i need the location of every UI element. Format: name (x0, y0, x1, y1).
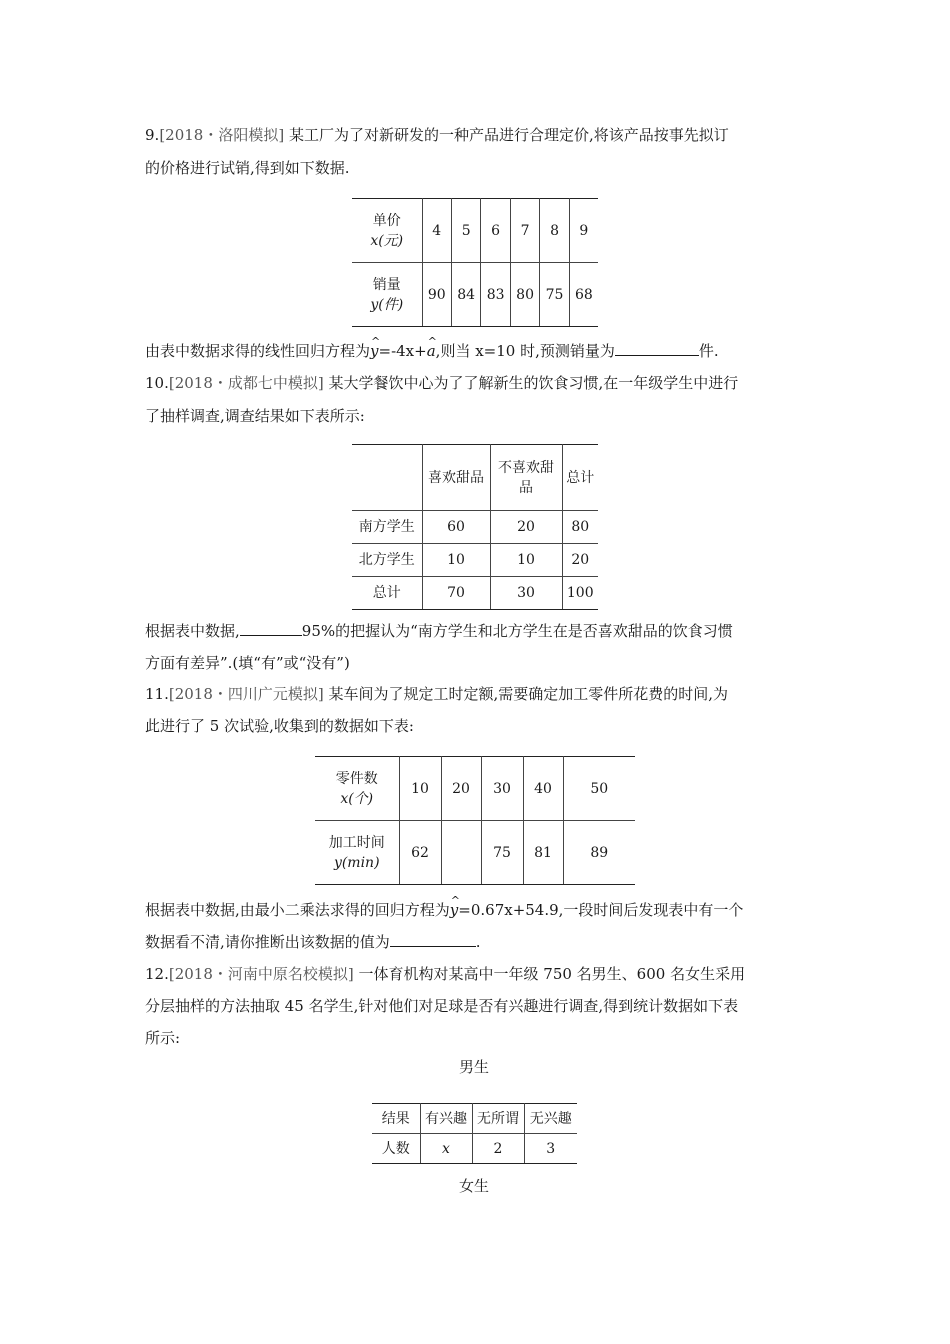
q12-line-2: 分层抽样的方法抽取 45 名学生,针对他们对足球是否有兴趣进行调查,得到统计数据如下表 (145, 997, 739, 1015)
q11-table-row-time (315, 821, 635, 885)
q12-caption-male: 男生 (459, 1058, 490, 1076)
q9-row-header-price: 单价 x(元) (352, 199, 422, 263)
table-cell: 北方学生 (352, 544, 422, 577)
table-row (352, 577, 598, 610)
q11-line-2: 此进行了 5 次试验,收集到的数据如下表: (145, 717, 414, 735)
table-cell: 无所谓 (472, 1104, 524, 1134)
table-cell: 总计 (352, 577, 422, 610)
q9-table (352, 198, 598, 327)
q9-answer-blank (615, 341, 699, 356)
table-cell: 68 (569, 263, 598, 327)
table-cell: 南方学生 (352, 511, 422, 544)
table-cell: 10 (490, 544, 562, 577)
y-hat-symbol: ^ y (370, 340, 378, 362)
q12-text-1: 一体育机构对某高中一年级 750 名男生、600 名女生采用 (353, 965, 746, 983)
q9-table-row-sales (352, 263, 598, 327)
q11-number: 11. (145, 685, 169, 703)
q11-line-1 (145, 683, 728, 705)
q10-answer-line-2: 方面有差异”.(填“有”或“没有”) (145, 654, 350, 672)
table-cell: 81 (523, 821, 563, 885)
table-cell: x (420, 1134, 472, 1164)
q10-table (352, 444, 598, 610)
table-row (352, 544, 598, 577)
q12-line-3: 所示: (145, 1029, 181, 1047)
q10-header-like: 喜欢甜品 (422, 445, 490, 511)
table-cell: 10 (399, 757, 441, 821)
q11-table-row-parts (315, 757, 635, 821)
table-cell: 20 (441, 757, 481, 821)
table-cell: 9 (569, 199, 598, 263)
table-cell: 80 (510, 263, 539, 327)
table-cell: 2 (472, 1134, 524, 1164)
q11-source: [2018・四川广元模拟] (168, 685, 324, 703)
q10-table-header (352, 445, 598, 511)
table-cell-missing (441, 821, 481, 885)
q9-line-1 (145, 124, 729, 146)
q10-line-2: 了抽样调查,调查结果如下表所示: (145, 407, 365, 425)
table-cell: 人数 (372, 1134, 420, 1164)
q10-answer-blank (240, 621, 302, 636)
table-cell: 6 (481, 199, 510, 263)
q9-table-row-price (352, 199, 598, 263)
q10-answer-line-1: 根据表中数据, 95%的把握认为“南方学生和北方学生在是否喜欢甜品的饮食习惯 (145, 622, 733, 640)
table-cell: 75 (540, 263, 569, 327)
table-cell: 84 (451, 263, 480, 327)
q10-header-total: 总计 (562, 445, 598, 511)
table-cell: 90 (422, 263, 451, 327)
a-hat-symbol: ^ a (427, 340, 436, 362)
table-cell: 20 (562, 544, 598, 577)
q10-header-dislike: 不喜欢甜 品 (490, 445, 562, 511)
table-cell: 60 (422, 511, 490, 544)
q9-number: 9. (145, 126, 160, 144)
q12-number: 12. (145, 965, 169, 983)
table-cell: 89 (563, 821, 635, 885)
table-cell: 3 (524, 1134, 577, 1164)
q11-table (315, 756, 635, 885)
table-cell: 30 (481, 757, 523, 821)
q12-table (372, 1103, 577, 1164)
table-cell: 5 (451, 199, 480, 263)
table-cell: 75 (481, 821, 523, 885)
table-cell: 结果 (372, 1104, 420, 1134)
q11-answer-blank (390, 932, 476, 947)
table-cell: 62 (399, 821, 441, 885)
table-cell: 83 (481, 263, 510, 327)
q9-source: [2018・洛阳模拟] (159, 126, 285, 144)
table-row (352, 511, 598, 544)
table-cell: 8 (540, 199, 569, 263)
q9-line-2: 的价格进行试销,得到如下数据. (145, 159, 350, 177)
table-cell: 30 (490, 577, 562, 610)
table-cell: 7 (510, 199, 539, 263)
q12-table-header (372, 1104, 577, 1134)
table-cell: 50 (563, 757, 635, 821)
q11-row-header-time: 加工时间 y(min) (315, 821, 399, 885)
table-cell: 有兴趣 (420, 1104, 472, 1134)
table-cell: 4 (422, 199, 451, 263)
table-cell (352, 445, 422, 511)
q12-caption-female: 女生 (459, 1177, 490, 1195)
q11-answer-line-1: 根据表中数据,由最小二乘法求得的回归方程为^ y=0.67x+54.9,一段时间后发现表中有一个 (145, 899, 743, 921)
table-row (372, 1134, 577, 1164)
q9-text-1: 某工厂为了对新研发的一种产品进行合理定价,将该产品按事先拟订 (284, 126, 729, 144)
y-hat-symbol: ^ y (450, 899, 458, 921)
q10-text-1: 某大学餐饮中心为了了解新生的饮食习惯,在一年级学生中进行 (323, 374, 739, 392)
q10-source: [2018・成都七中模拟] (168, 374, 324, 392)
q12-line-1 (145, 963, 745, 985)
table-cell: 无兴趣 (524, 1104, 577, 1134)
q10-number: 10. (145, 374, 169, 392)
table-cell: 70 (422, 577, 490, 610)
table-cell: 80 (562, 511, 598, 544)
table-cell: 40 (523, 757, 563, 821)
table-cell: 100 (562, 577, 598, 610)
q11-text-1: 某车间为了规定工时定额,需要确定加工零件所花费的时间,为 (323, 685, 729, 703)
table-cell: 20 (490, 511, 562, 544)
q9-row-header-sales: 销量 y(件) (352, 263, 422, 327)
q11-answer-line-2: 数据看不清,请你推断出该数据的值为 . (145, 933, 481, 951)
q12-source: [2018・河南中原名校模拟] (168, 965, 354, 983)
table-cell: 10 (422, 544, 490, 577)
q11-row-header-parts: 零件数 x(个) (315, 757, 399, 821)
q10-line-1 (145, 372, 738, 394)
q9-answer-line: 由表中数据求得的线性回归方程为^ y=-4x+^ a,则当 x=10 时,预测销量为 件. (145, 340, 719, 362)
